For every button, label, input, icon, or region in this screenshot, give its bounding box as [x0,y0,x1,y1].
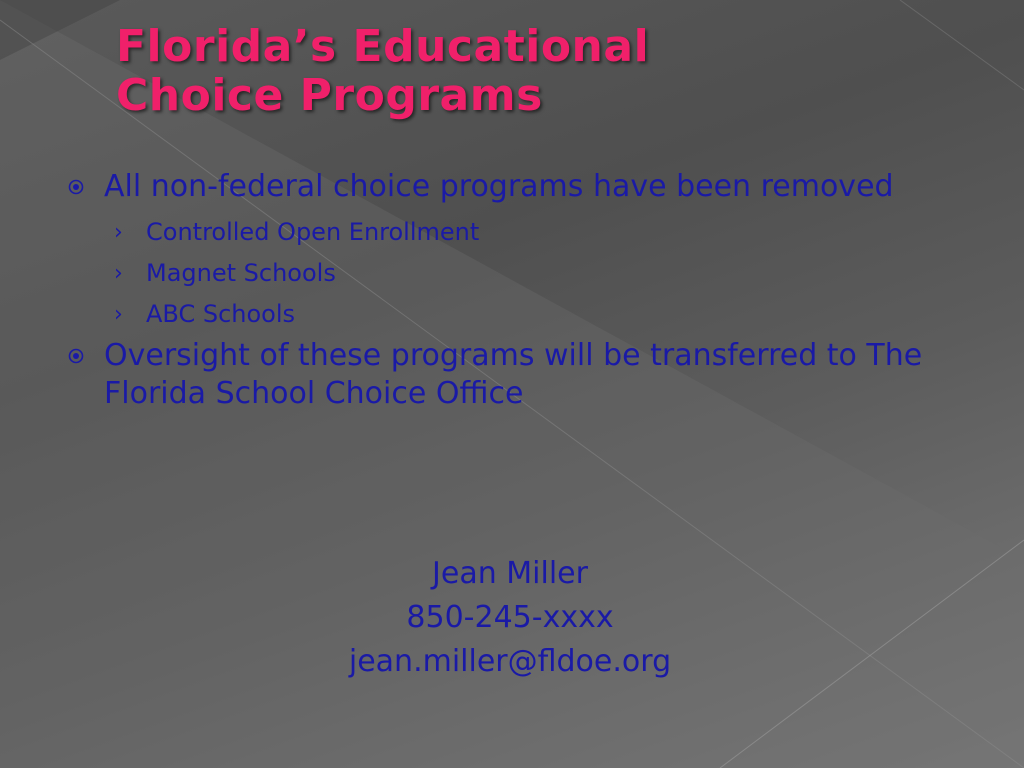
target-bullet-icon [68,179,84,195]
contact-name: Jean Miller [432,556,588,591]
bullet-item [66,337,966,413]
sub-item-text: Magnet Schools [146,259,336,287]
slide-body [66,168,966,413]
bullet-item [66,168,966,206]
sub-list [114,212,966,335]
sub-item-text: ABC Schools [146,300,296,328]
chevron-right-icon: › [114,302,123,327]
contact-email: jean.miller@fldoe.org [348,644,672,679]
contact-block [100,552,920,684]
contact-phone: 850-245-xxxx [406,600,614,635]
sub-item [114,294,966,335]
bullet-text: All non-federal choice programs have been removed [104,169,894,204]
title-line-1: Florida’s Educational [116,21,650,72]
slide-title [116,22,649,121]
sub-item [114,253,966,294]
target-bullet-icon [68,348,84,364]
sub-item-text: Controlled Open Enrollment [146,218,480,246]
bullet-text: Oversight of these programs will be transferred to The Florida School Choice Office [104,338,923,411]
sub-item [114,212,966,253]
chevron-right-icon: › [114,261,123,286]
chevron-right-icon: › [114,220,123,245]
title-line-2: Choice Programs [116,70,543,122]
